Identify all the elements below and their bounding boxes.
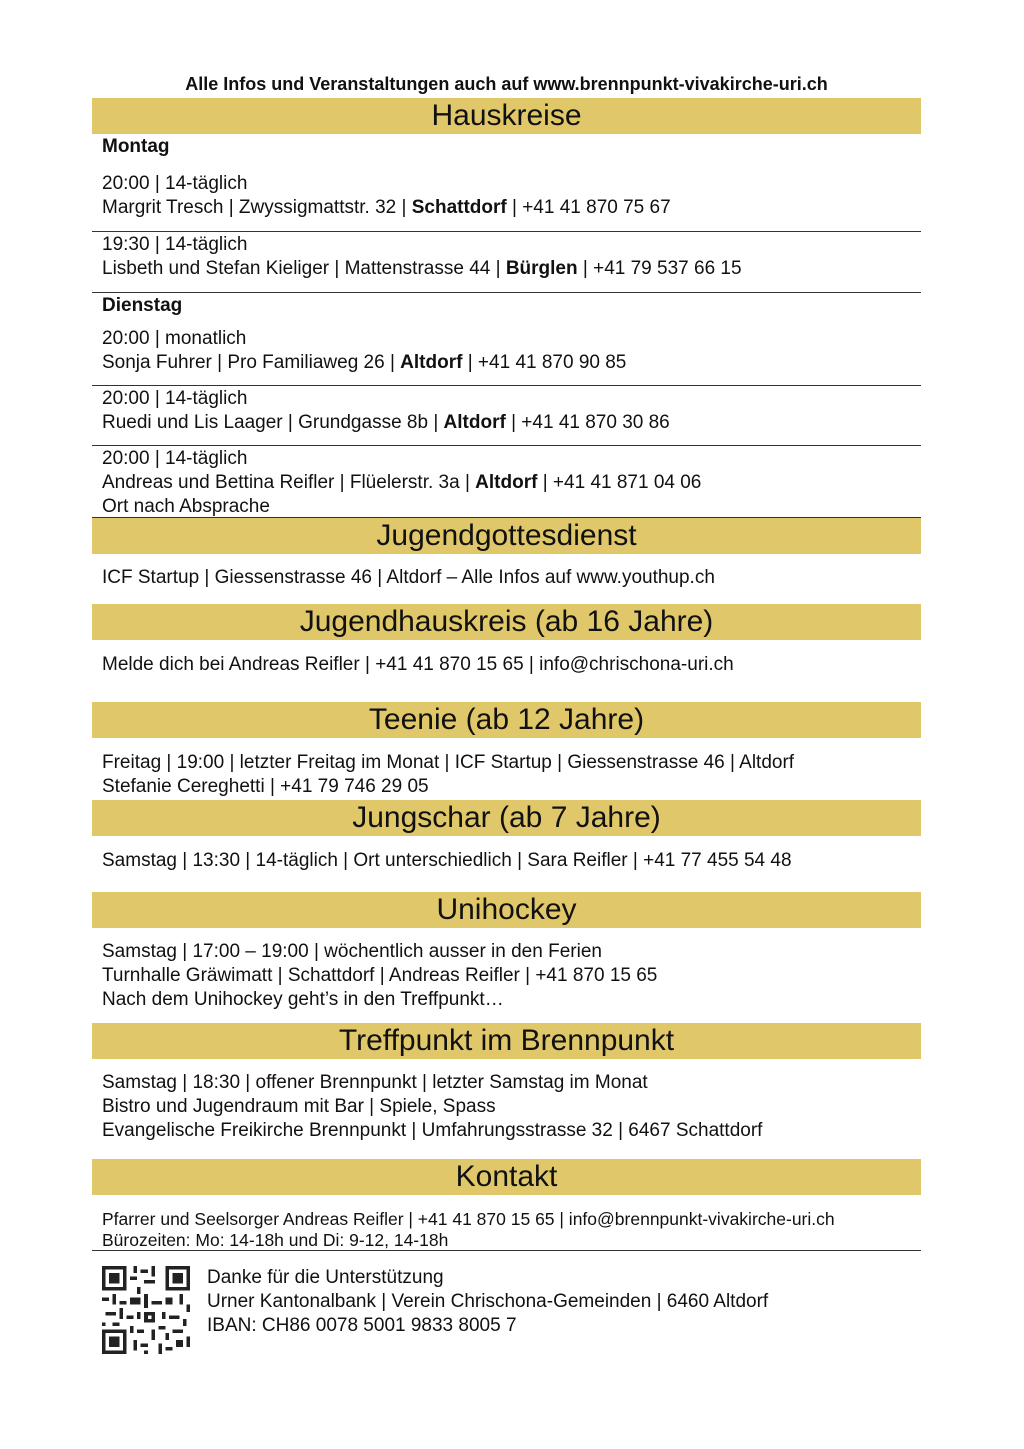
entry-schedule: 20:00 | 14-täglich [102,173,248,194]
entry-schedule: 20:00 | 14-täglich [102,388,248,409]
hauskreis-entry [102,387,912,435]
divider [92,445,921,446]
hauskreis-entry [102,172,912,220]
section-text: Samstag | 18:30 | offener Brennpunkt | letzter Samstag im Monat Bistro und Jugendraum mit Bar | Spiele, Spass Evangelische Freikirche Brennpunkt | Umfahrungsstrasse 32 | 6467 Schattdorf [102,1072,763,1141]
section-text: Melde dich bei Andreas Reifler | +41 41 870 15 65 | info@chrischona-uri.ch [102,654,734,675]
entry-address: Ruedi und Lis Laager | Grundgasse 8b | Altdorf | +41 41 870 30 86 [102,412,670,433]
contact-text: Pfarrer und Seelsorger Andreas Reifler | +41 41 870 15 65 | info@brennpunkt-vivakirche-uri.ch Bürozeiten: Mo: 14-18h und Di: 9-12, 14-18h [102,1209,835,1250]
section-title-unihockey: Unihockey [92,892,921,928]
section-text: Samstag | 13:30 | 14-täglich | Ort unterschiedlich | Sara Reifler | +41 77 455 54 48 [102,850,792,871]
hauskreis-entry [102,327,912,375]
entry-schedule: 20:00 | 14-täglich [102,448,248,469]
section-title-kontakt: Kontakt [92,1159,921,1195]
hauskreis-entry [102,233,912,281]
section-title-jungschar: Jungschar (ab 7 Jahre) [92,800,921,836]
divider [92,231,921,232]
entry-schedule: 19:30 | 14-täglich [102,234,248,255]
section-title-hauskreise: Hauskreise [92,98,921,134]
divider [92,385,921,386]
section-text: Freitag | 19:00 | letzter Freitag im Monat | ICF Startup | Giessenstrasse 46 | Altdorf Stefanie Cereghetti | +41 79 746 29 05 [102,752,795,797]
qr-code-icon [102,1266,190,1354]
entry-note: Ort nach Absprache [102,496,270,517]
section-text: ICF Startup | Giessenstrasse 46 | Altdorf – Alle Infos auf www.youthup.ch [102,567,715,588]
entry-town: Altdorf [443,412,506,433]
divider [92,292,921,293]
day-heading-montag: Montag [102,136,170,157]
website-info-line: Alle Infos und Veranstaltungen auch auf www.brennpunkt-vivakirche-uri.ch [185,74,828,94]
section-title-jugendhauskreis: Jugendhauskreis (ab 16 Jahre) [92,604,921,640]
hauskreis-entry [102,447,912,519]
divider [92,1250,921,1251]
entry-address: Margrit Tresch | Zwyssigmattstr. 32 | Schattdorf | +41 41 870 75 67 [102,197,671,218]
support-text: Danke für die Unterstützung Urner Kantonalbank | Verein Chrischona-Gemeinden | 6460 Altdorf IBAN: CH86 0078 5001 9833 8005 7 [207,1267,769,1336]
section-title-teenie: Teenie (ab 12 Jahre) [92,702,921,738]
section-text: Samstag | 17:00 – 19:00 | wöchentlich ausser in den Ferien Turnhalle Gräwimatt | Schattdorf | Andreas Reifler | +41 870 15 65 Nach dem Unihockey geht’s in den Treffpunkt… [102,941,658,1010]
entry-town: Schattdorf [411,197,507,218]
entry-town: Bürglen [505,258,578,279]
entry-address: Lisbeth und Stefan Kieliger | Mattenstrasse 44 | Bürglen | +41 79 537 66 15 [102,258,742,279]
section-title-jugendgottesdienst: Jugendgottesdienst [92,518,921,554]
entry-address: Sonja Fuhrer | Pro Familiaweg 26 | Altdorf | +41 41 870 90 85 [102,352,627,373]
day-heading-dienstag: Dienstag [102,295,183,316]
entry-address: Andreas und Bettina Reifler | Flüelerstr. 3a | Altdorf | +41 41 871 04 06 [102,472,702,493]
entry-town: Altdorf [475,472,538,493]
entry-schedule: 20:00 | monatlich [102,328,247,349]
section-title-treffpunkt: Treffpunkt im Brennpunkt [92,1023,921,1059]
entry-town: Altdorf [400,352,463,373]
